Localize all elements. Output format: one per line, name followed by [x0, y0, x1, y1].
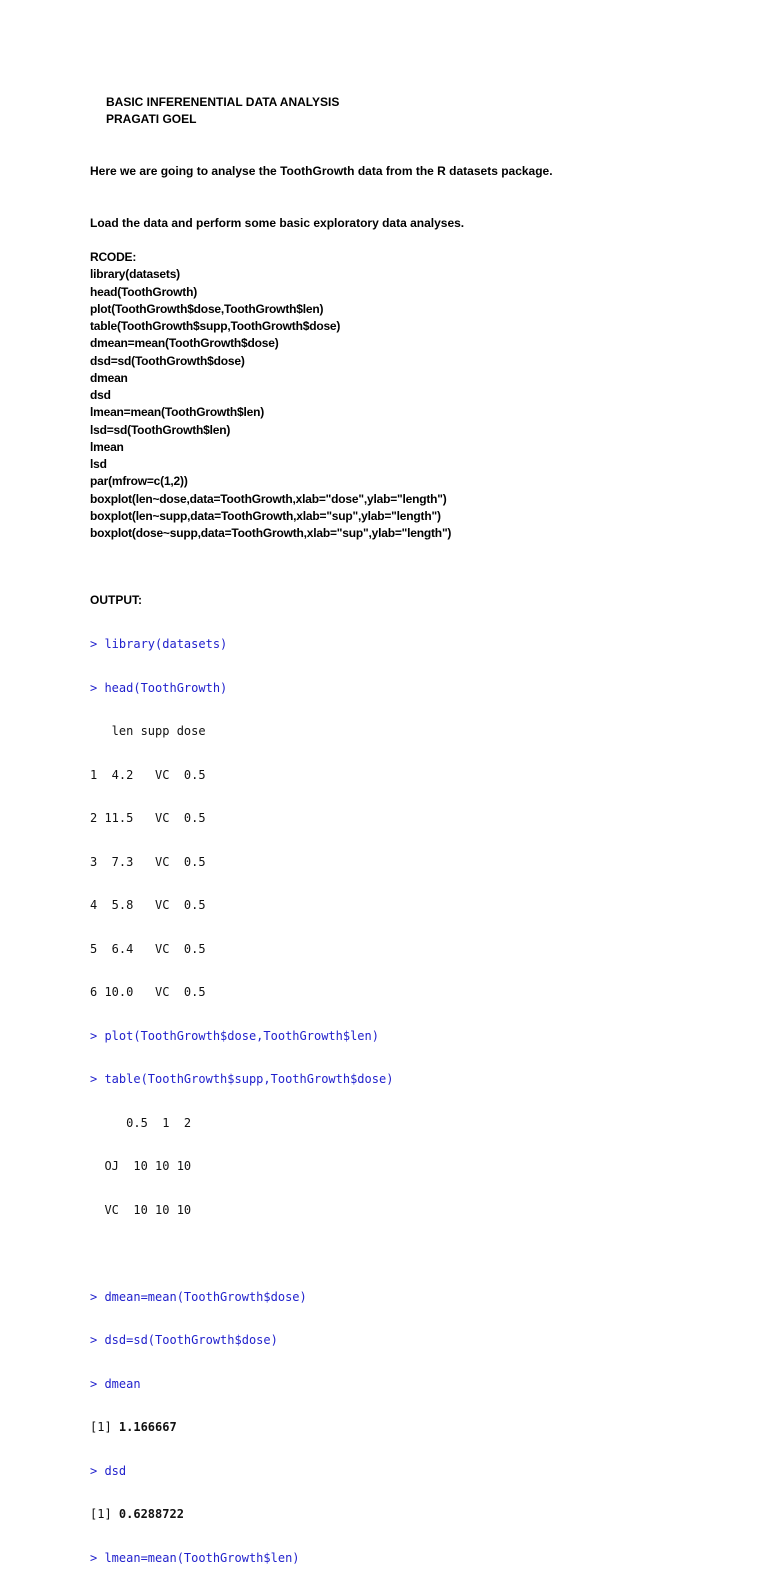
result-index: [1] [90, 1420, 119, 1434]
rcode-line: dsd=sd(ToothGrowth$dose) [90, 353, 245, 368]
rcode-line: dsd [90, 388, 111, 402]
console-output [90, 608, 393, 1594]
rcode-line: lmean [90, 439, 124, 454]
rcode-line: par(mfrow=c(1,2)) [90, 474, 188, 489]
title-block [106, 94, 339, 128]
rcode-line: lsd=sd(ToothGrowth$len) [90, 422, 231, 437]
console-command: > head(ToothGrowth) [90, 680, 228, 695]
rcode-line: head(ToothGrowth) [90, 284, 198, 299]
rcode-line: lmean=mean(ToothGrowth$len) [90, 405, 265, 420]
console-command: > lmean=mean(ToothGrowth$len) [90, 1550, 300, 1565]
task-paragraph: Load the data and perform some basic exploratory data analyses. [90, 216, 465, 230]
console-command: > dsd [90, 1463, 127, 1478]
rcode-line: lsd [90, 457, 107, 471]
console-result: 4 5.8 VC 0.5 [90, 898, 206, 912]
console-result [90, 1420, 393, 1435]
console-command: > table(ToothGrowth$supp,ToothGrowth$dose) [90, 1072, 394, 1086]
console-result: 6 10.0 VC 0.5 [90, 985, 206, 999]
rcode-line: library(datasets) [90, 267, 180, 282]
rcode-line: boxplot(len~dose,data=ToothGrowth,xlab="dose",ylab="length") [90, 491, 447, 506]
console-result: VC 10 10 10 [90, 1202, 192, 1217]
console-result: 3 7.3 VC 0.5 [90, 854, 206, 869]
result-index: [1] [90, 1507, 119, 1521]
intro-suffix: datasets package. [445, 164, 553, 178]
rcode-line: plot(ToothGrowth$dose,ToothGrowth$len) [90, 301, 324, 316]
console-result: 5 6.4 VC 0.5 [90, 941, 206, 956]
console-command: > dsd=sd(ToothGrowth$dose) [90, 1333, 278, 1347]
rcode-label: RCODE: [90, 250, 137, 264]
document-title: BASIC INFERENENTIAL DATA ANALYSIS [106, 95, 340, 109]
rcode-line: dmean=mean(ToothGrowth$dose) [90, 336, 279, 351]
console-command: > plot(ToothGrowth$dose,ToothGrowth$len) [90, 1028, 379, 1043]
intro-middle: data from the [354, 164, 438, 178]
document-author: PRAGATI GOEL [106, 112, 197, 126]
console-command: > library(datasets) [90, 637, 228, 651]
console-spacer [90, 1246, 393, 1261]
console-command: > dmean=mean(ToothGrowth$dose) [90, 1289, 307, 1304]
rcode-line: table(ToothGrowth$supp,ToothGrowth$dose) [90, 319, 341, 333]
intro-paragraph [90, 163, 553, 180]
rcode-line: boxplot(len~supp,data=ToothGrowth,xlab="sup",ylab="length") [90, 508, 441, 523]
console-result: len supp dose [90, 724, 206, 738]
dsd-value: 0.6288722 [118, 1507, 184, 1521]
rcode-line: dmean [90, 370, 128, 385]
intro-dataset: ToothGrowth [280, 164, 355, 178]
intro-package: R [437, 164, 446, 178]
console-result: 0.5 1 2 [90, 1115, 192, 1130]
intro-prefix: Here we are going to analyse the [90, 164, 281, 178]
console-command: > dmean [90, 1376, 141, 1391]
rcode-section [90, 249, 451, 542]
console-result: 1 4.2 VC 0.5 [90, 767, 206, 782]
dmean-value: 1.166667 [118, 1420, 177, 1434]
console-result: OJ 10 10 10 [90, 1159, 192, 1173]
console-result: 2 11.5 VC 0.5 [90, 811, 206, 825]
rcode-line: boxplot(dose~supp,data=ToothGrowth,xlab="sup",ylab="length") [90, 526, 452, 540]
console-result [90, 1507, 393, 1522]
output-label: OUTPUT: [90, 593, 142, 607]
